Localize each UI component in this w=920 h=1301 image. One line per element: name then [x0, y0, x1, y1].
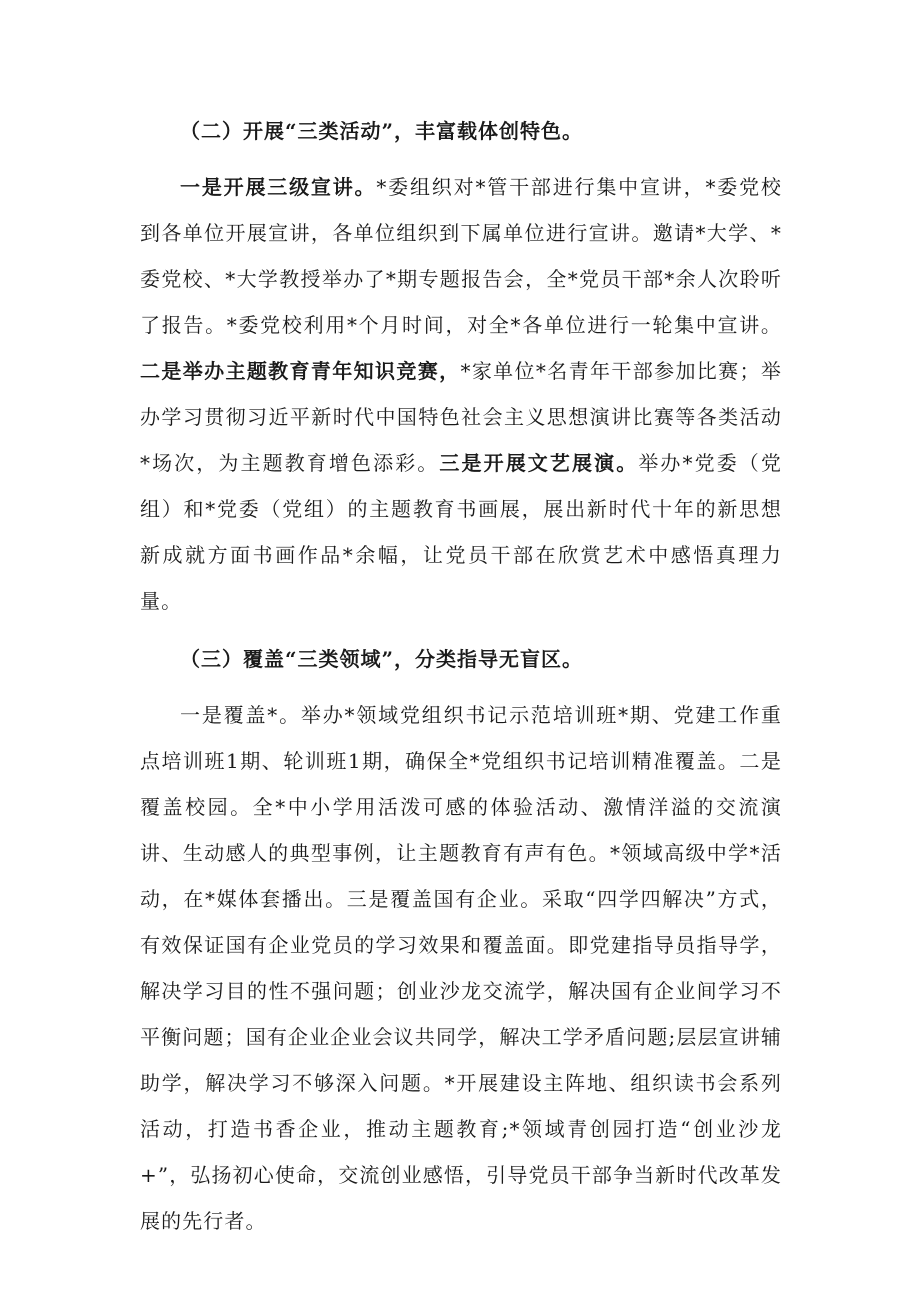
- lead-phrase-3: 三是开展文艺展演。: [439, 451, 639, 475]
- section-three-paragraph: 一是覆盖*。举办*领域党组织书记示范培训班*期、党建工作重点培训班1期、轮训班1期，确保全*党组织书记培训精准覆盖。二是覆盖校园。全*中小学用活泼可感的体验活动、激情洋溢的交流演讲、生动感人的典型事例，让主题教育有声有色。*领域高级中学*活动，在*媒体套播出。三是覆盖国有企业。采取“四学四解决”方式，有效保证国有企业党员的学习效果和覆盖面。即党建指导员指导学，解决学习目的性不强问题；创业沙龙交流学，解决国有企业间学习不平衡问题；国有企业企业会议共同学，解决工学矛盾问题;层层宣讲辅助学，解决学习不够深入问题。*开展建设主阵地、组织读书会系列活动，打造书香企业，推动主题教育;*领域青创园打造“创业沙龙+”，弘扬初心使命，交流创业感悟，引导党员干部争当新时代改革发展的先行者。: [140, 703, 782, 1233]
- lead-phrase-2: 二是举办主题教育青年知识竞赛，: [140, 359, 461, 383]
- body-text-1: *委组织对*管干部进行集中宣讲，*委党校到各单位开展宣讲，各单位组织到下属单位进行宣讲。邀请*大学、*委党校、*大学教授举办了*期专题报告会，全*党员干部*余人次聆听了报告。*委党校利用*个月时间，对全*各单位进行一轮集中宣讲。: [140, 175, 782, 337]
- section-two-paragraph: [140, 164, 782, 624]
- body-text-2: *家单位*名青年干部参加比赛；举办学习贯彻习近平新时代中国特色社会主义思想演讲比赛等各类活动*场次，为主题教育增色添彩。: [140, 359, 782, 475]
- section-two-heading: （二）开展“三类活动”，丰富载体创特色。: [180, 119, 584, 143]
- section-three-heading: （三）覆盖“三类领域”，分类指导无盲区。: [180, 647, 584, 671]
- body-text-3: 举办*党委（党组）和*党委（党组）的主题教育书画展，展出新时代十年的新思想新成就方面书画作品*余幅，让党员干部在欣赏艺术中感悟真理力量。: [140, 451, 783, 613]
- lead-phrase-1: 一是开展三级宣讲。: [180, 175, 377, 199]
